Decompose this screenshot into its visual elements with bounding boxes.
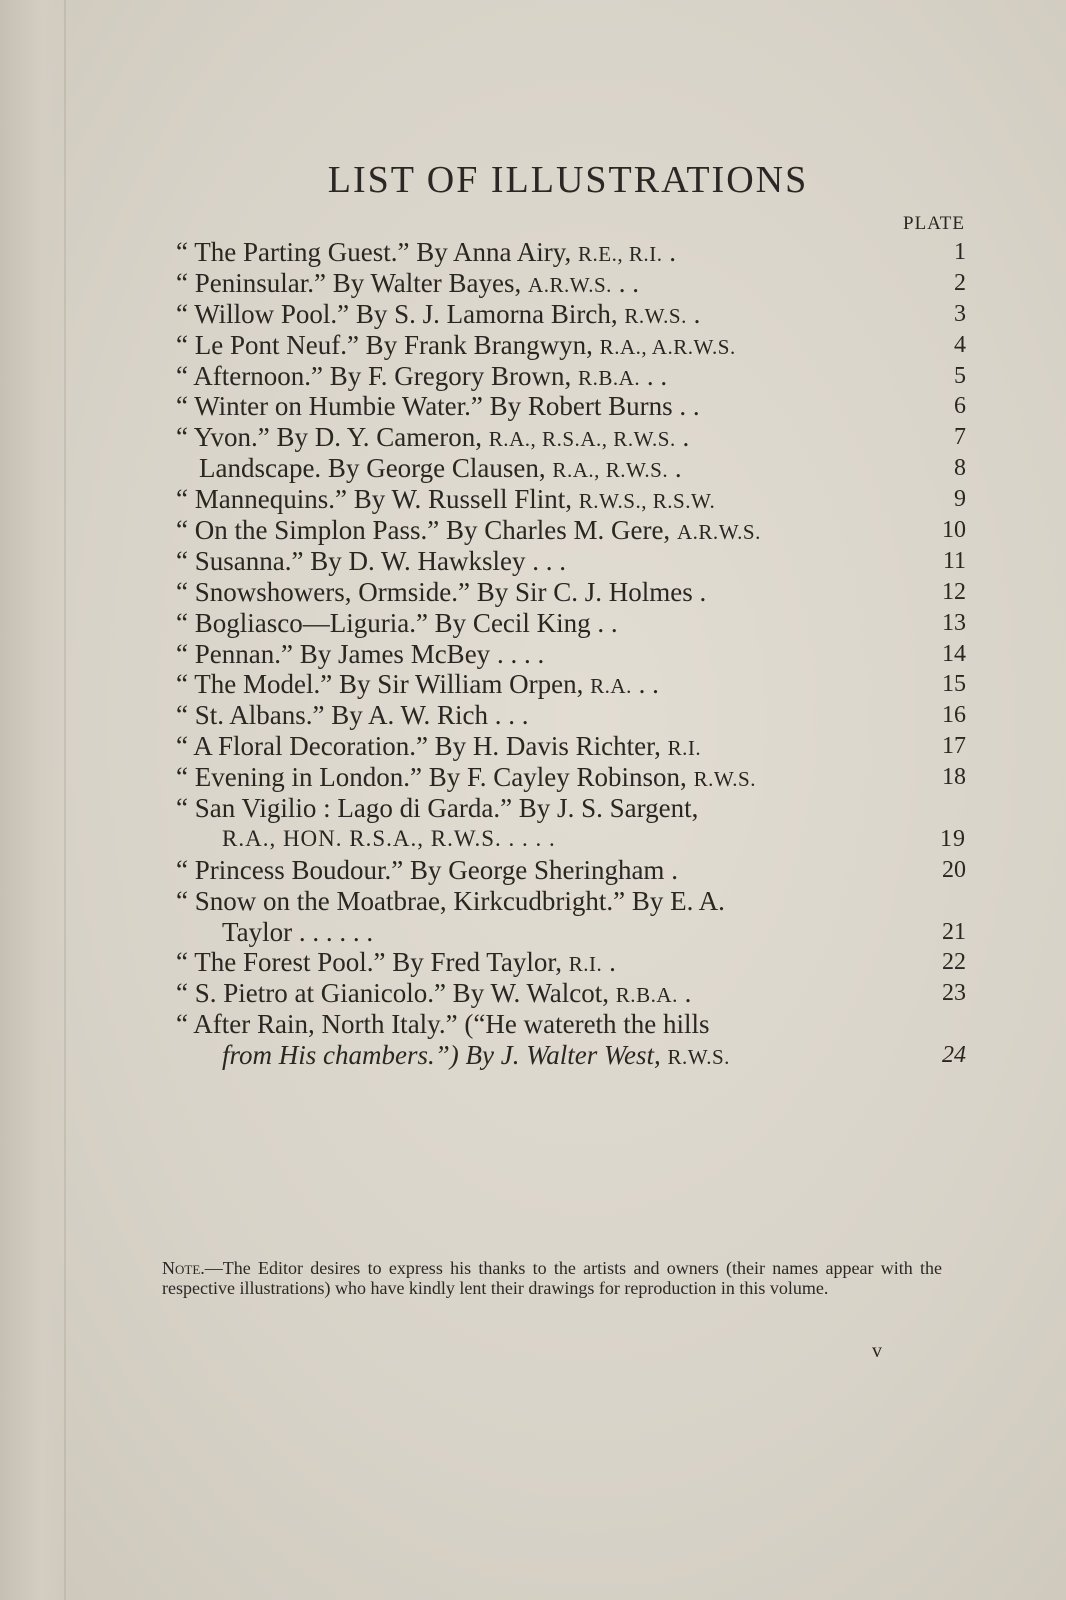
- list-item: “ San Vigilio : Lago di Garda.” By J. S. Sargent,: [176, 793, 699, 824]
- list-item: “ Evening in London.” By F. Cayley Robinson, R.W.S. 18: [176, 762, 966, 793]
- list-item: “ Peninsular.” By Walter Bayes, A.R.W.S. . . 2: [176, 267, 966, 298]
- plate-number: 22: [942, 949, 966, 976]
- list-item: “ Mannequins.” By W. Russell Flint, R.W.S., R.S.W. 9: [176, 484, 966, 515]
- page-number: v: [872, 1340, 882, 1362]
- list-item: “ Pennan.” By James McBey . . . . 14: [176, 638, 966, 669]
- list-item: Landscape. By George Clausen, R.A., R.W.S. . 8: [199, 453, 966, 484]
- list-item: R.A., HON. R.S.A., R.W.S. . . . . 19: [176, 824, 966, 855]
- plate-number: 4: [954, 331, 966, 358]
- plate-number: 20: [942, 856, 966, 883]
- list-item: Taylor . . . . . . 21: [222, 916, 966, 947]
- plate-number: 24: [942, 1042, 966, 1069]
- plate-number: 16: [942, 702, 966, 729]
- plate-number: 14: [942, 640, 966, 667]
- list-item: “ On the Simplon Pass.” By Charles M. Gere, A.R.W.S. 10: [176, 515, 966, 546]
- list-item: “ Snow on the Moatbrae, Kirkcudbright.” By E. A.: [176, 885, 725, 916]
- plate-number: 12: [942, 578, 966, 605]
- page-title: LIST OF ILLUSTRATIONS: [327, 159, 809, 201]
- list-item: “ Snowshowers, Ormside.” By Sir C. J. Holmes . 12: [176, 576, 966, 607]
- plate-number: 8: [954, 455, 966, 482]
- page-gutter: [0, 0, 70, 1600]
- list-item: from His chambers.”) By J. Walter West, R.W.S. 24: [222, 1040, 966, 1071]
- list-item: “ Susanna.” By D. W. Hawksley . . . 11: [176, 545, 966, 576]
- plate-number: 11: [942, 547, 966, 574]
- plate-column-heading: PLATE: [903, 213, 965, 234]
- list-item: “ Bogliasco—Liguria.” By Cecil King . . 13: [176, 607, 966, 638]
- illustrations-list: [176, 237, 966, 1071]
- list-item: “ St. Albans.” By A. W. Rich . . . 16: [176, 700, 966, 731]
- list-item: “ A Floral Decoration.” By H. Davis Richter, R.I. 17: [176, 731, 966, 762]
- plate-number: 3: [954, 300, 966, 327]
- list-item: “ Willow Pool.” By S. J. Lamorna Birch, R.W.S. . 3: [176, 298, 966, 329]
- plate-number: 1: [954, 239, 966, 265]
- editor-note: Note.—The Editor desires to express his thanks to the artists and owners (their names appear with the respective illustrations) who have kindly lent their drawings for reproduction in this volume.: [162, 1258, 942, 1298]
- list-item: “ Le Pont Neuf.” By Frank Brangwyn, R.A., A.R.W.S. 4: [176, 329, 966, 360]
- plate-number: 15: [942, 671, 966, 698]
- list-item: “ S. Pietro at Gianicolo.” By W. Walcot, R.B.A. . 23: [176, 978, 966, 1009]
- plate-number: 9: [954, 486, 966, 513]
- plate-number: 19: [940, 825, 966, 852]
- plate-number: 23: [942, 980, 966, 1007]
- plate-number: 2: [954, 269, 966, 296]
- plate-number: 21: [942, 918, 966, 945]
- list-item: “ Afternoon.” By F. Gregory Brown, R.B.A. . . 5: [176, 360, 966, 391]
- plate-number: 13: [942, 609, 966, 636]
- list-item: “ Princess Boudour.” By George Sheringham . 20: [176, 854, 966, 885]
- list-item: “ Yvon.” By D. Y. Cameron, R.A., R.S.A., R.W.S. . 7: [176, 422, 966, 453]
- gutter-shadow: [64, 0, 66, 1600]
- plate-number: 17: [942, 733, 966, 760]
- plate-number: 5: [954, 362, 966, 389]
- plate-number: 7: [954, 424, 966, 451]
- plate-number: 10: [942, 517, 966, 544]
- list-item: “ The Model.” By Sir William Orpen, R.A. . . 15: [176, 669, 966, 700]
- list-item: “ The Parting Guest.” By Anna Airy, R.E., R.I. . 1: [176, 237, 966, 267]
- list-item: “ The Forest Pool.” By Fred Taylor, R.I. . 22: [176, 947, 966, 978]
- list-item: “ Winter on Humbie Water.” By Robert Burns . . 6: [176, 391, 966, 422]
- plate-number: 18: [942, 764, 966, 791]
- list-item: “ After Rain, North Italy.” (“He watereth the hills: [176, 1009, 710, 1040]
- plate-number: 6: [954, 393, 966, 420]
